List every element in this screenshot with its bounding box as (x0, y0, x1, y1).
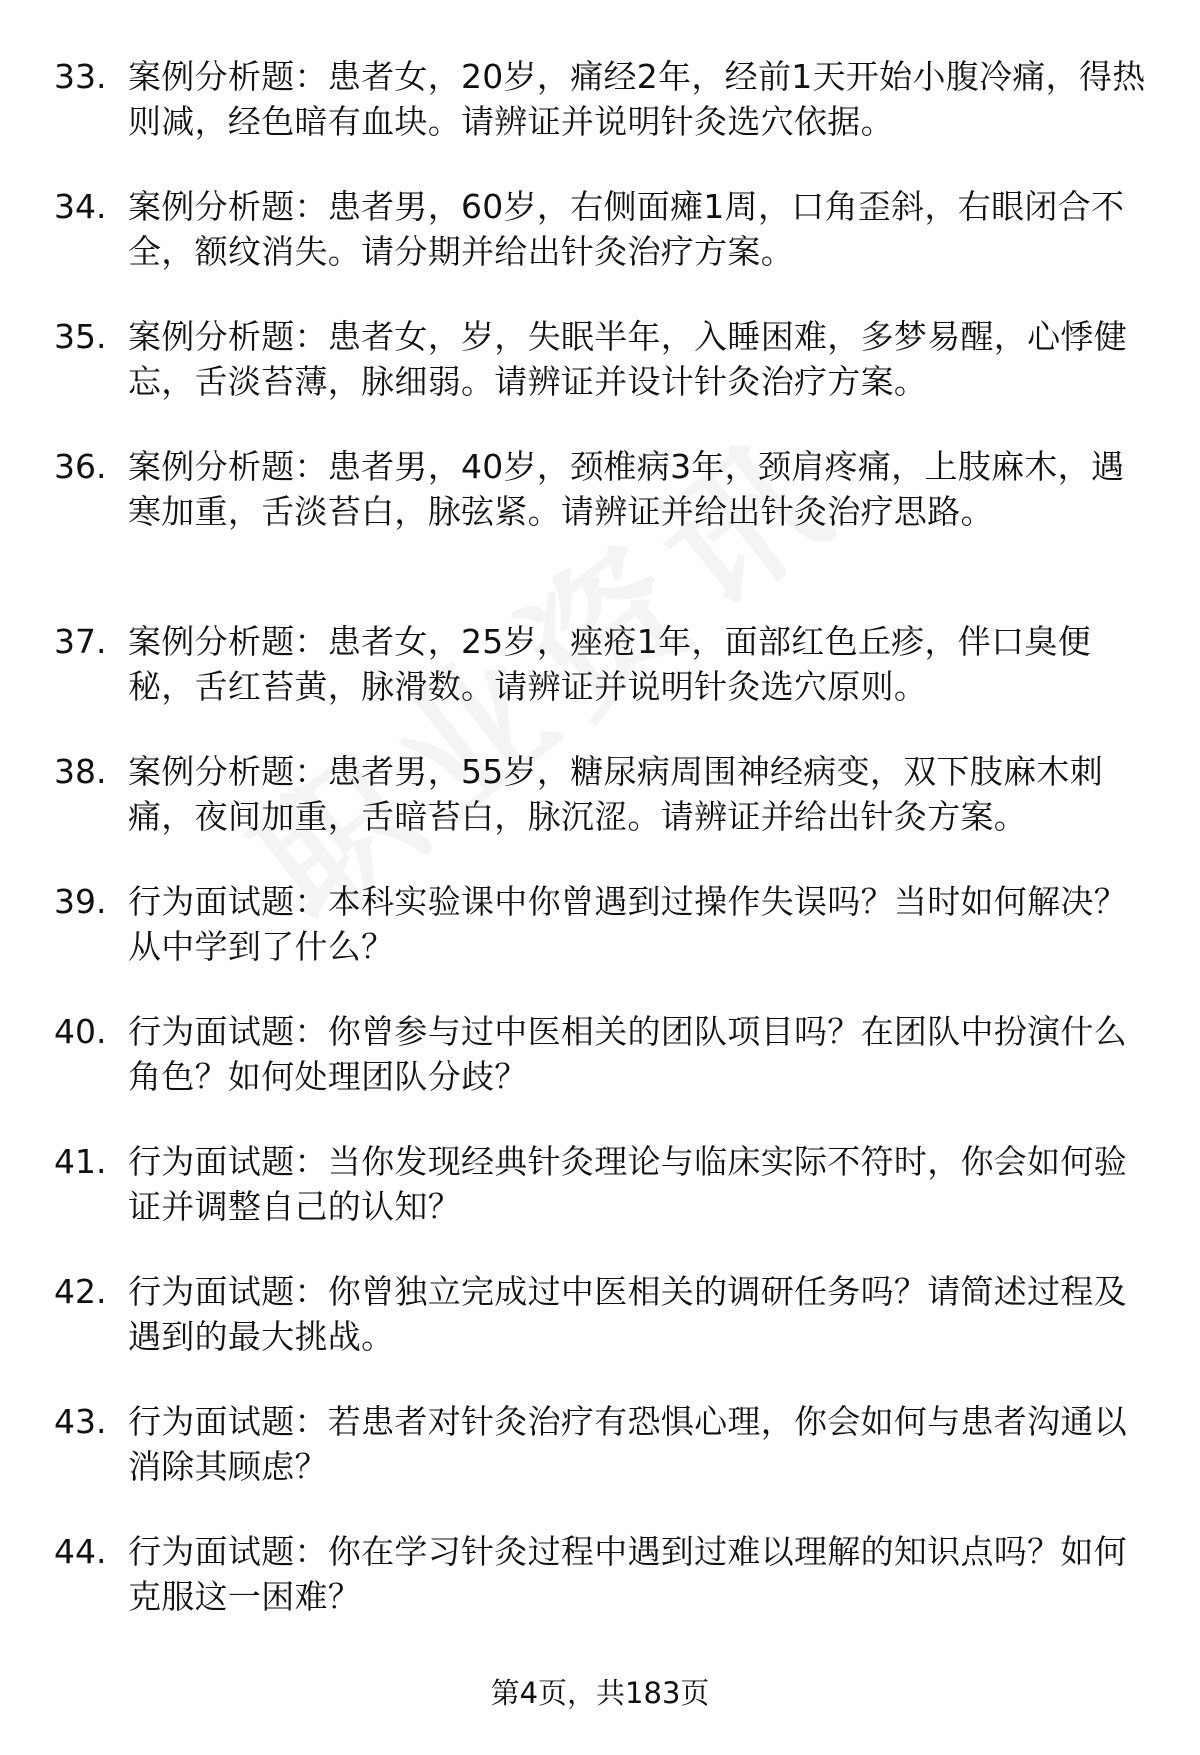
question-text: 案例分析题：患者男，55岁，糖尿病周围神经病变，双下肢麻木刺痛，夜间加重，舌暗苔白，脉沉涩。请辨证并给出针灸方案。 (128, 752, 1103, 836)
question-text: 行为面试题：你曾独立完成过中医相关的调研任务吗？请简述过程及遇到的最大挑战。 (128, 1272, 1127, 1356)
question-number: 37. (54, 622, 107, 661)
question-text: 案例分析题：患者男，60岁，右侧面瘫1周，口角歪斜，右眼闭合不全，额纹消失。请分期并给出针灸治疗方案。 (128, 187, 1125, 271)
question-number: 41. (54, 1142, 107, 1181)
question-item (0, 1269, 1200, 1399)
question-item (0, 749, 1200, 879)
question-item (0, 619, 1200, 749)
question-number: 42. (54, 1272, 107, 1311)
question-number: 39. (54, 882, 107, 921)
question-number: 34. (54, 187, 107, 226)
question-text: 案例分析题：患者女，20岁，痛经2年，经前1天开始小腹冷痛，得热则减，经色暗有血块。请辨证并说明针灸选穴依据。 (128, 57, 1146, 141)
question-number: 38. (54, 752, 107, 791)
question-text: 行为面试题：你曾参与过中医相关的团队项目吗？在团队中扮演什么角色？如何处理团队分歧？ (128, 1012, 1127, 1096)
question-item (0, 444, 1200, 619)
question-list (0, 54, 1200, 1659)
question-text: 行为面试题：本科实验课中你曾遇到过操作失误吗？当时如何解决？从中学到了什么？ (128, 882, 1127, 966)
question-number: 40. (54, 1012, 107, 1051)
question-item (0, 1529, 1200, 1659)
question-item (0, 879, 1200, 1009)
question-item (0, 1139, 1200, 1269)
question-number: 36. (54, 447, 107, 486)
question-text: 案例分析题：患者女，25岁，痤疮1年，面部红色丘疹，伴口臭便秘，舌红苔黄，脉滑数。请辨证并说明针灸选穴原则。 (128, 622, 1091, 706)
question-number: 44. (54, 1532, 107, 1571)
question-text: 行为面试题：当你发现经典针灸理论与临床实际不符时，你会如何验证并调整自己的认知？ (128, 1142, 1127, 1226)
question-item (0, 1399, 1200, 1529)
question-number: 33. (54, 57, 107, 96)
question-item (0, 314, 1200, 444)
question-text: 案例分析题：患者男，40岁，颈椎病3年，颈肩疼痛，上肢麻木，遇寒加重，舌淡苔白，脉弦紧。请辨证并给出针灸治疗思路。 (128, 447, 1125, 531)
question-item (0, 54, 1200, 184)
question-number: 43. (54, 1402, 107, 1441)
question-number: 35. (54, 317, 107, 356)
question-text: 案例分析题：患者女，岁，失眠半年，入睡困难，多梦易醒，心悸健忘，舌淡苔薄，脉细弱。请辨证并设计针灸治疗方案。 (128, 317, 1127, 401)
question-text: 行为面试题：你在学习针灸过程中遇到过难以理解的知识点吗？如何克服这一困难？ (128, 1532, 1127, 1616)
page-footer: 第4页，共183页 (490, 1676, 710, 1710)
question-text: 行为面试题：若患者对针灸治疗有恐惧心理，你会如何与患者沟通以消除其顾虑？ (128, 1402, 1127, 1486)
question-item (0, 184, 1200, 314)
question-item (0, 1009, 1200, 1139)
